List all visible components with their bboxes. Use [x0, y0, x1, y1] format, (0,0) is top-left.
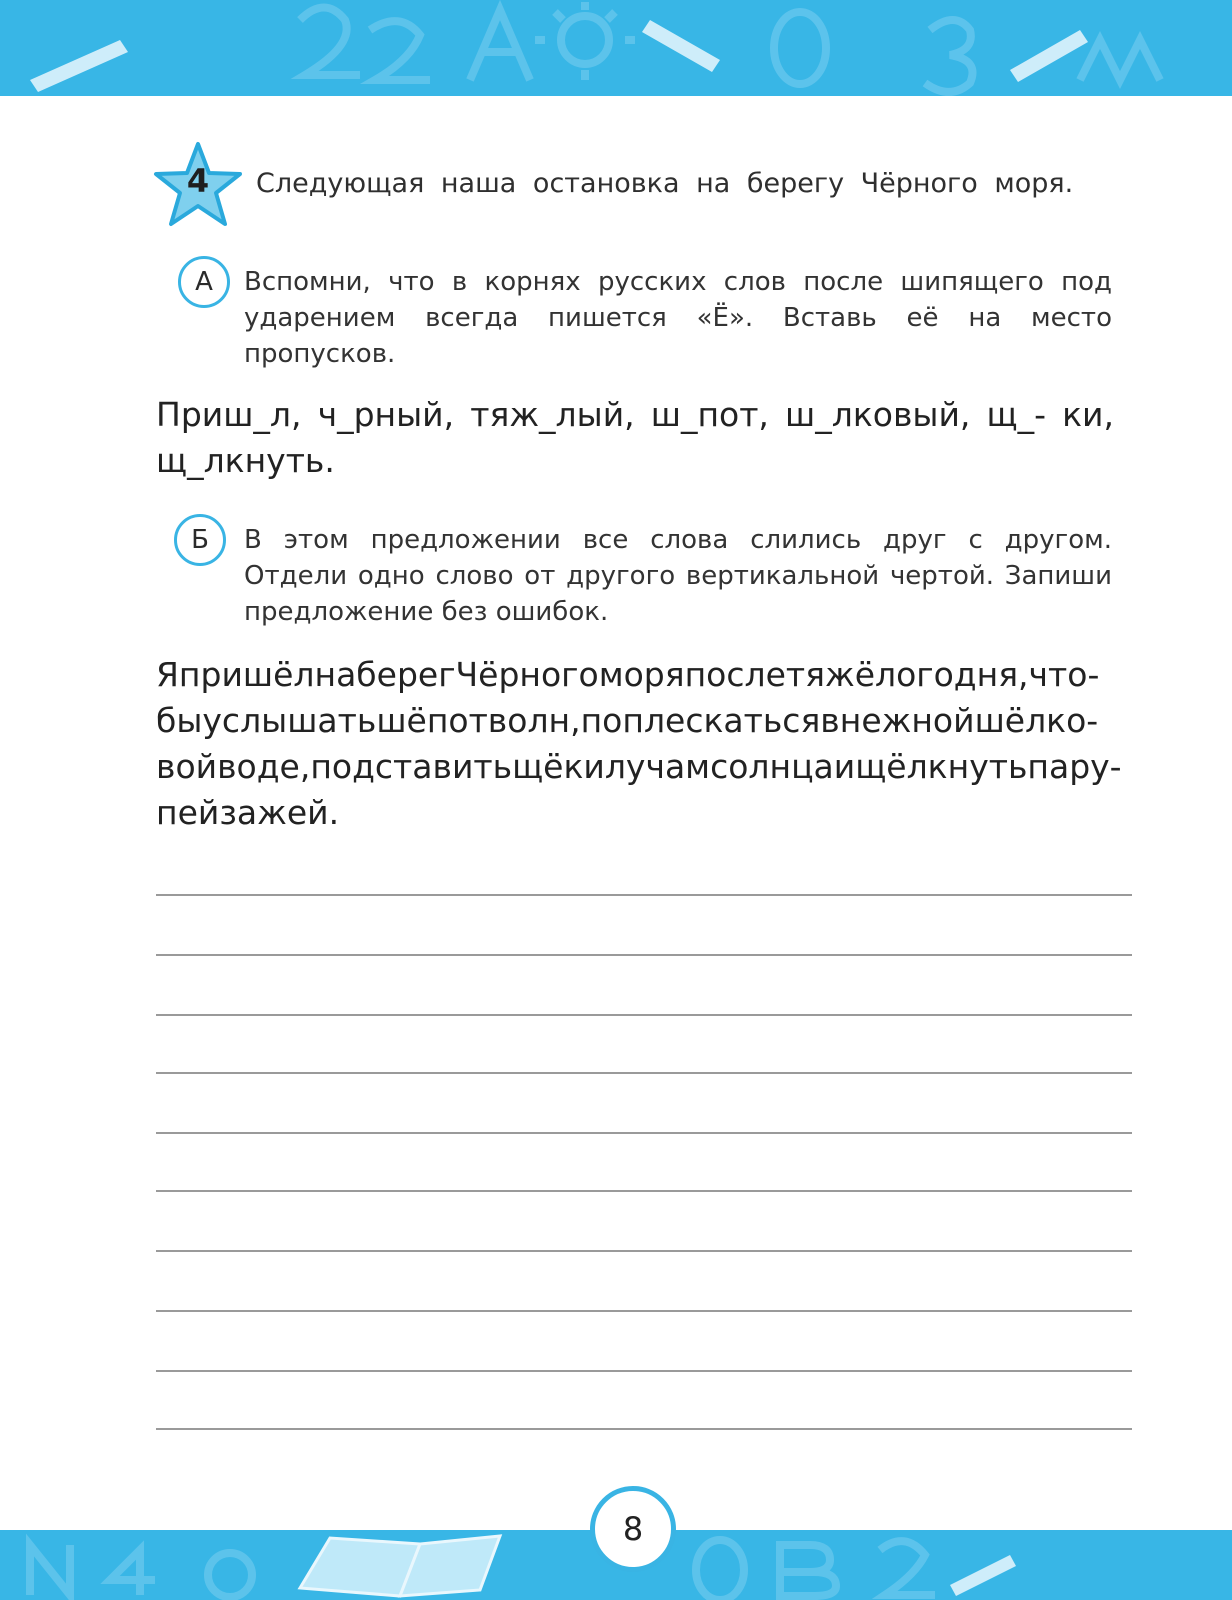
answer-area[interactable] [156, 870, 1132, 1430]
answer-line[interactable] [156, 1310, 1132, 1312]
answer-line[interactable] [156, 1250, 1132, 1252]
answer-line[interactable] [156, 1370, 1132, 1372]
page-number: 8 [590, 1486, 676, 1572]
task-header [150, 140, 1130, 240]
top-decorative-banner [0, 0, 1232, 96]
answer-line[interactable] [156, 1014, 1132, 1016]
part-a-exercise: Приш_л, ч_рный, тяж_лый, ш_пот, ш_лковый, щ_- ки, щ_лкнуть. [156, 395, 1114, 480]
part-b-exercise [156, 652, 1122, 836]
exercise-line: войводе,подставитьщёкилучамсолнцаищёлкнутьпару- [156, 747, 1122, 786]
answer-line[interactable] [156, 894, 1132, 896]
task-title: Следующая наша остановка на берегу Чёрного моря. [256, 168, 1074, 199]
part-a-instruction: Вспомни, что в корнях русских слов после шипящего под ударением всегда пишется «Ё». Вставь её на место пропусков. [244, 267, 1112, 369]
answer-line[interactable] [156, 954, 1132, 956]
answer-line[interactable] [156, 1072, 1132, 1074]
task-number: 4 [186, 162, 210, 200]
part-a-badge: А [178, 256, 230, 308]
exercise-line: ЯпришёлнаберегЧёрногоморяпослетяжёлогодня,что- [156, 655, 1100, 694]
exercise-line: быуслышатьшёпотволн,поплескатьсявнежнойшёлко- [156, 701, 1099, 740]
answer-line[interactable] [156, 1428, 1132, 1430]
answer-line[interactable] [156, 1132, 1132, 1134]
part-b-instruction: В этом предложении все слова слились друг с другом. Отдели одно слово от другого вертикальной чертой. Запиши предложение без ошибок. [244, 525, 1112, 627]
exercise-line: пейзажей. [156, 793, 340, 832]
pencil-icon [0, 0, 1232, 96]
answer-line[interactable] [156, 1190, 1132, 1192]
part-b-badge: Б [174, 514, 226, 566]
